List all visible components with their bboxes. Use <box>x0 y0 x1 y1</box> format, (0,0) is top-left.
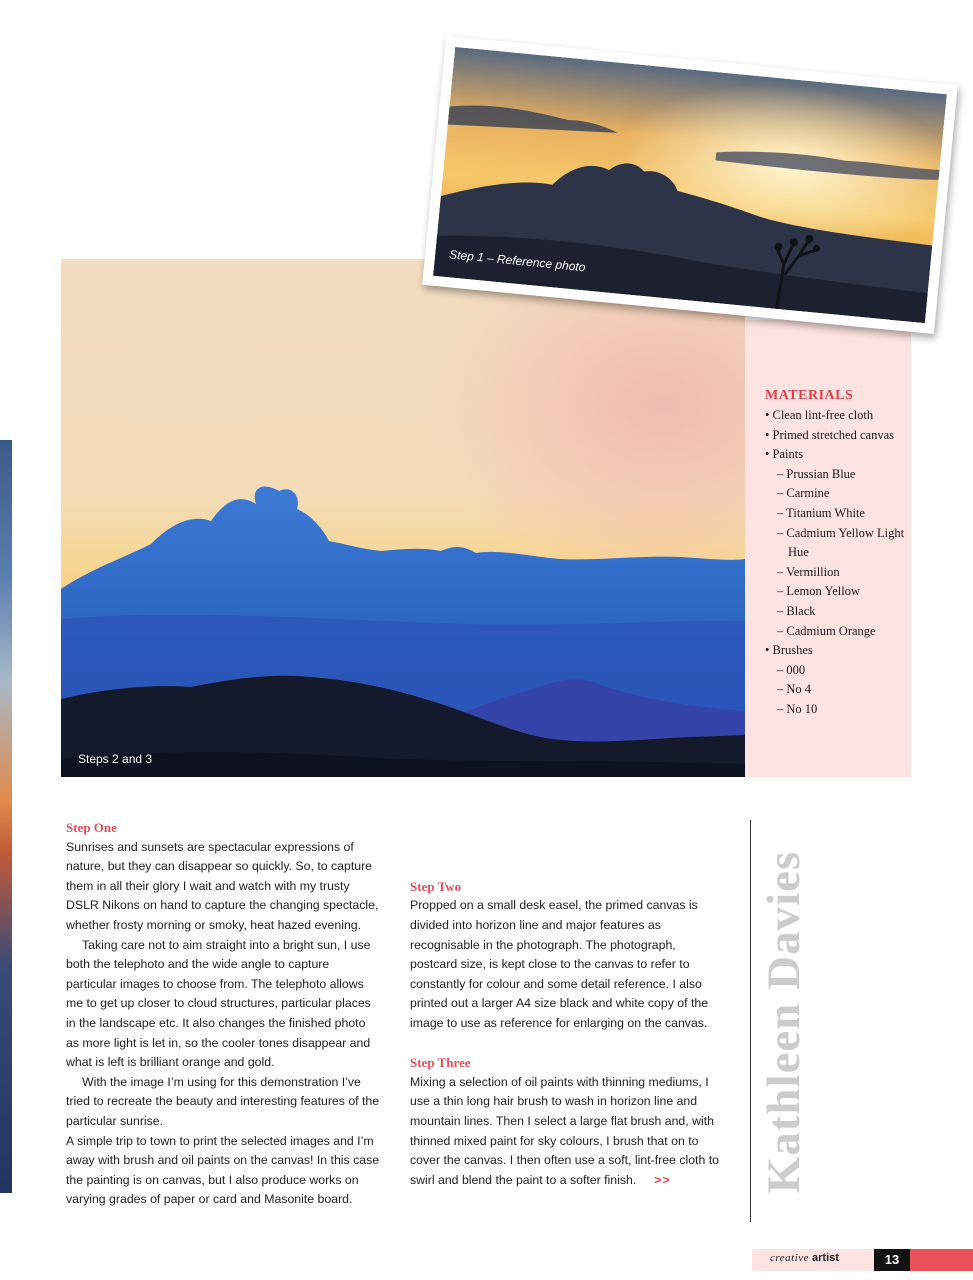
reference-photo <box>422 36 958 334</box>
photo-caption: Step 1 – Reference photo <box>448 247 587 275</box>
materials-title: MATERIALS <box>765 388 854 403</box>
painting-image <box>61 259 745 777</box>
materials-list <box>765 406 905 720</box>
step-three-heading: Step Three <box>410 1055 471 1071</box>
brand-script: creative <box>770 1252 810 1264</box>
step-three-text: Mixing a selection of oil paints with thinning mediums, I use a thin long hair brush to wash in horizon line and mountain lines. Then I select a large flat brush and, with thinned mixed paint for sky colours, I brush that on to cover the canvas. I then often use a soft, lint-free cloth to swirl and blend the paint to a softer finish. <box>410 1074 719 1187</box>
author-divider <box>750 820 751 1222</box>
list-item: – No 4 <box>777 682 812 697</box>
step-two-heading: Step Two <box>410 878 462 894</box>
list-item: – Cadmium Orange <box>777 623 876 638</box>
list-item: – 000 <box>777 662 806 677</box>
list-item: – Lemon Yellow <box>777 584 860 599</box>
article-column-2 <box>410 818 725 1190</box>
continue-arrow: >> <box>654 1172 671 1187</box>
list-item: • Brushes <box>765 643 813 658</box>
list-item: – Vermillion <box>777 564 840 579</box>
author-name <box>755 818 813 1226</box>
footer-accent-bar <box>910 1249 973 1271</box>
paragraph: Propped on a small desk easel, the primed canvas is divided into horizon line and major features as recognisable in the photograph. The photograph, postcard size, is kept close to the canvas to refer to constantly for colour and some detail reference. I also printed out a larger A4 size black and white copy of the image to use as reference for enlarging on the canvas. <box>410 898 709 1030</box>
paragraph: With the image I’m using for this demonstration I’ve tried to recreate the beauty and interesting features of the particular sunrise. <box>66 1074 380 1128</box>
reference-photo-image <box>433 47 947 323</box>
list-item: – Carmine <box>777 486 830 501</box>
article-column-1 <box>66 818 381 1210</box>
paragraph: Taking care not to aim straight into a bright sun, I use both the telephoto and the wide angle to capture particular images to choose from. The telephoto allows me to get up closer to cloud structures, particular places in the landscape etc. It also changes the finished photo as more light is let in, so the cooler tones disappear and what is left is brilliant orange and gold. <box>66 937 371 1070</box>
paragraph <box>410 1073 725 1191</box>
painting-caption: Steps 2 and 3 <box>78 752 153 766</box>
list-item: • Clean lint-free cloth <box>765 408 874 422</box>
list-item: – Cadmium Yellow Light Hue <box>777 525 905 560</box>
list-item: – Titanium White <box>777 505 865 520</box>
list-item: – No 10 <box>777 701 818 716</box>
list-item: – Prussian Blue <box>777 466 856 481</box>
page-number: 13 <box>874 1249 910 1271</box>
footer-brand <box>770 1252 839 1264</box>
list-item: – Black <box>777 603 816 618</box>
paragraph: A simple trip to town to print the selected images and I’m away with brush and oil paints on the canvas! In this case the painting is on canvas, but I also produce works on varying grades of paper or card and Masonite board. <box>66 1133 380 1207</box>
step-one-heading: Step One <box>66 820 117 835</box>
brand-bold: artist <box>812 1252 839 1264</box>
previous-page-painting-edge <box>0 440 12 1193</box>
list-item: • Primed stretched canvas <box>765 427 894 442</box>
list-item: • Paints <box>765 447 804 462</box>
paragraph: Sunrises and sunsets are spectacular expressions of nature, but they can disappear so quickly. So, to capture them in all their glory I wait and watch with my trusty DSLR Nikons on hand to capture the changing spectacle, whether frosty morning or smoky, heat hazed evening. <box>66 839 379 932</box>
author-name-text: Kathleen Davies <box>758 850 810 1194</box>
